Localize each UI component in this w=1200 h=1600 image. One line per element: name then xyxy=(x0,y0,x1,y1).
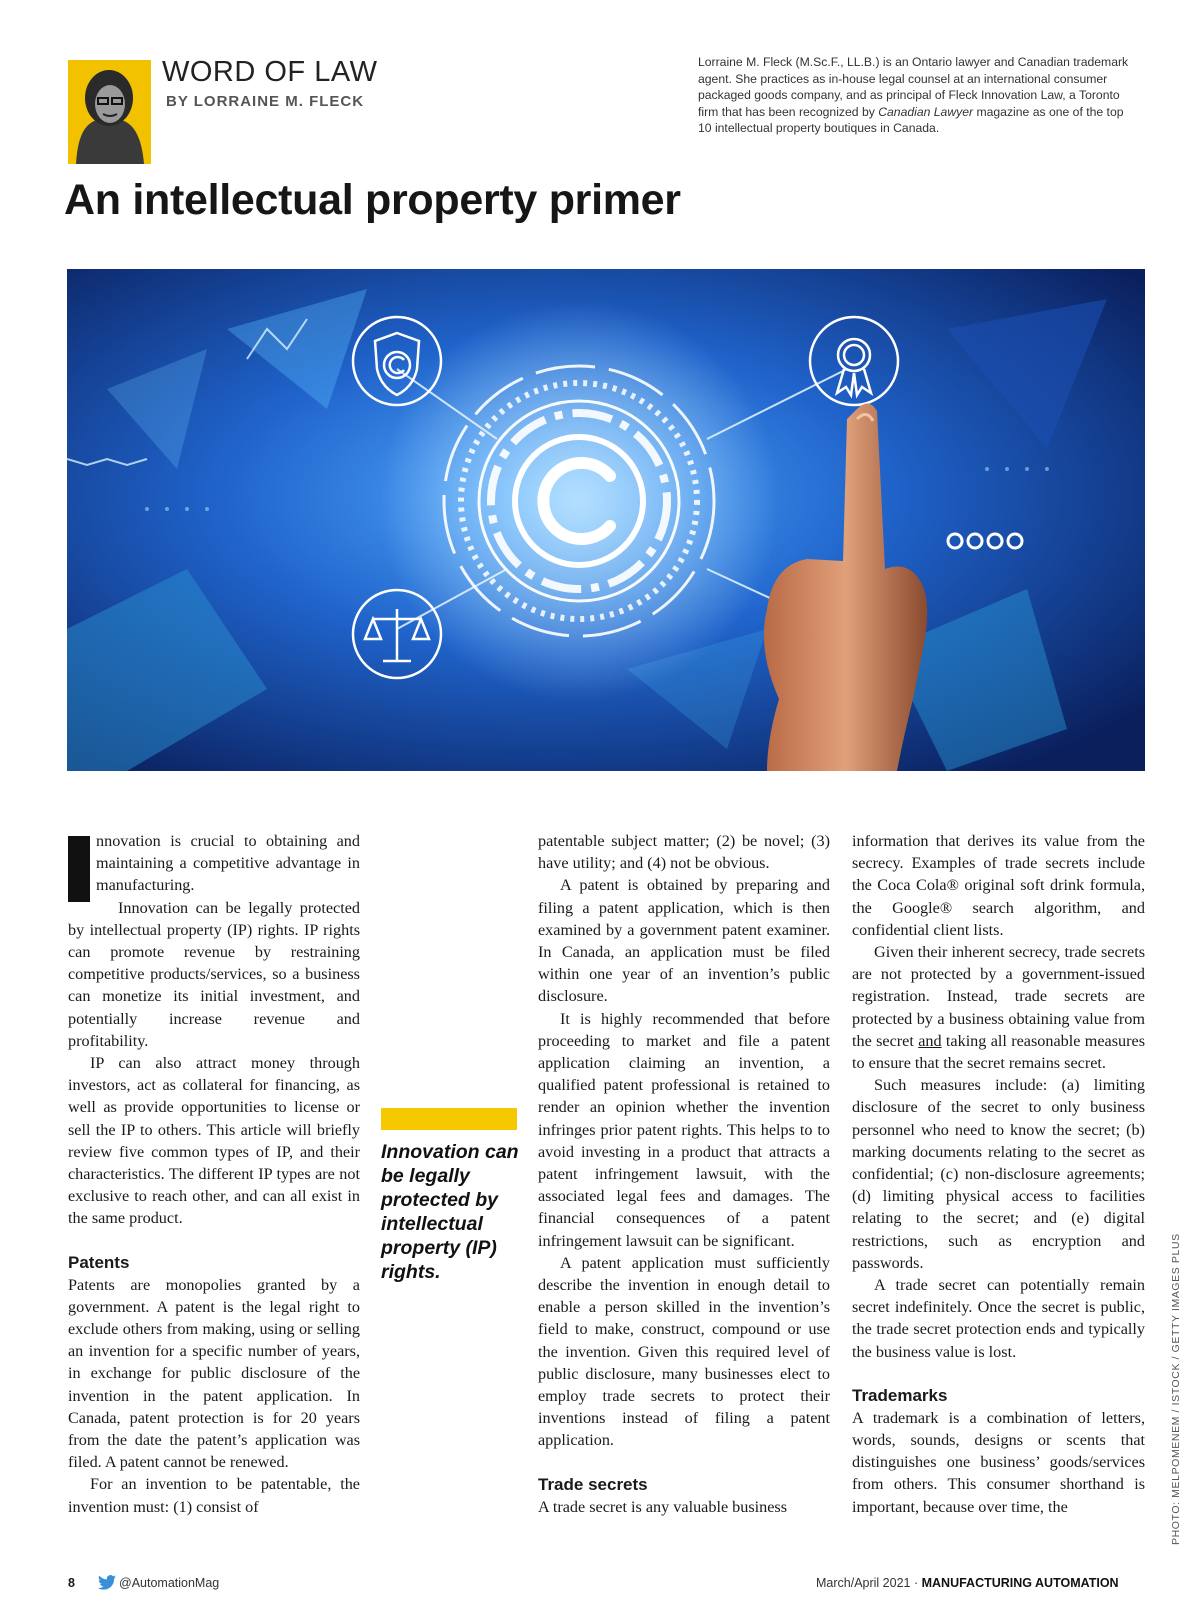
paragraph: patentable subject matter; (2) be novel; (3) have utility; and (4) not be obvious. xyxy=(538,832,830,873)
paragraph: Innovation can be legally protected by intellectual property (IP) rights. IP rights can promote revenue by restraining competitive products/services, so a business can monetize its initial investment, and potentially increase revenue and profitability. xyxy=(68,898,360,1050)
bio-publication: Canadian Lawyer xyxy=(878,104,974,119)
paragraph: A trade secret can potentially remain secret indefinitely. Once the secret is public, the trade secret protection ends and typically the business value is lost. xyxy=(852,1276,1145,1361)
drop-cap xyxy=(68,836,90,902)
page-number: 8 xyxy=(68,1576,75,1590)
twitter-icon xyxy=(98,1575,116,1590)
byline: BY LORRAINE M. FLECK xyxy=(166,93,365,110)
author-photo xyxy=(68,60,151,164)
paragraph: IP can also attract money through investors, act as collateral for financing, as well as provide opportunities to license or sell the IP to others. This article will briefly review five common types of IP, and their characteristics. The different IP types are not exclusive to reach other, and can all exist in the same product. xyxy=(68,1054,360,1228)
photo-credit: PHOTO: MELPOMENEM / ISTOCK / GETTY IMAGES PLUS xyxy=(1170,1233,1182,1545)
paragraph: nnovation is crucial to obtaining and maintaining a competitive advantage in manufacturing. xyxy=(68,830,360,897)
bio-text-end: magazine as one of the top 10 intellectual property boutiques in Canada. xyxy=(698,104,1124,136)
body-column-1 xyxy=(68,830,360,1518)
issue-line xyxy=(816,1576,1119,1590)
paragraph: A trade secret is any valuable business xyxy=(538,1497,788,1516)
section-heading-patents: Patents xyxy=(68,1252,130,1272)
paragraph: Patents are monopolies granted by a government. A patent is the legal right to exclude others from making, using or selling an invention for a specific number of years, in exchange for public disclosure of the invention in the patent application. In Canada, patent protection is for 20 years from the date the patent’s application was filed. A patent cannot be renewed. xyxy=(68,1275,360,1472)
pull-quote-bar xyxy=(381,1108,517,1130)
paragraph: A patent is obtained by preparing and filing a patent application, which is then examined by a government patent examiner. In Canada, an application must be filed within one year of an invention’s public disclosure. xyxy=(538,876,830,1006)
section-heading-trademarks: Trademarks xyxy=(852,1385,948,1405)
paragraph: Given their inherent secrecy, trade secrets are not protected by a government-issued registration. Instead, trade secrets are protected by a business obtaining value from the secret and taking all reasonable measures to ensure that the secret remains secret. xyxy=(852,943,1145,1073)
paragraph: Such measures include: (a) limiting disclosure of the secret to only business personnel who need to know the secret; (b) marking documents relating to the secret as confidential; (c) non-disclosure agreements; (d) limiting physical access to facilities relating to the secret; and (e) digital restrictions, such as encryption and passwords. xyxy=(852,1076,1145,1272)
paragraph: It is highly recommended that before proceeding to market and file a patent application claiming an invention, a qualified patent professional is retained to render an opinion whether the invention infringes prior patent rights. This helps to to avoid investing in a product that attracts a patent infringement lawsuit, with the associated legal fees and damages. The financial consequences of a patent infringement lawsuit can be significant. xyxy=(538,1009,830,1250)
issue-date: March/April 2021 · xyxy=(816,1576,922,1590)
pull-quote: Innovation can be legally protected by intellectual property (IP) rights. xyxy=(381,1141,519,1283)
section-heading-trade-secrets: Trade secrets xyxy=(538,1474,648,1494)
author-bio xyxy=(698,54,1138,137)
hero-illustration xyxy=(67,269,1145,771)
paragraph: For an invention to be patentable, the invention must: (1) consist of xyxy=(68,1475,360,1516)
paragraph: A patent application must sufficiently describe the invention in enough detail to enable a person skilled in the invention’s field to make, construct, compound or use the invention. Given this required level of public disclosure, many businesses elect to employ trade secrets to protect their inventions instead of filing a patent application. xyxy=(538,1253,830,1450)
paragraph: information that derives its value from the secrecy. Examples of trade secrets include the Coca Cola® original soft drink formula, the Google® search algorithm, and confidential client lists. xyxy=(852,832,1145,939)
article-headline: An intellectual property primer xyxy=(64,176,681,224)
paragraph: A trademark is a combination of letters, words, sounds, designs or scents that distinguishes one business’ goods/services from others. This consumer shorthand is important, because over time, the xyxy=(852,1408,1145,1516)
column-kicker: WORD OF LAW xyxy=(162,56,378,88)
bio-text: Lorraine M. Fleck (M.Sc.F., LL.B.) is an Ontario lawyer and Canadian trademark agent. She practices as in-house legal counsel at an international consumer packaged goods company, and as principal of Fleck Innovation Law, a Toronto firm that has been recognized by xyxy=(698,55,1129,119)
body-column-4 xyxy=(852,830,1145,1518)
twitter-handle[interactable]: @AutomationMag xyxy=(119,1576,220,1590)
magazine-name: MANUFACTURING AUTOMATION xyxy=(921,1576,1119,1590)
body-column-3 xyxy=(538,830,830,1518)
